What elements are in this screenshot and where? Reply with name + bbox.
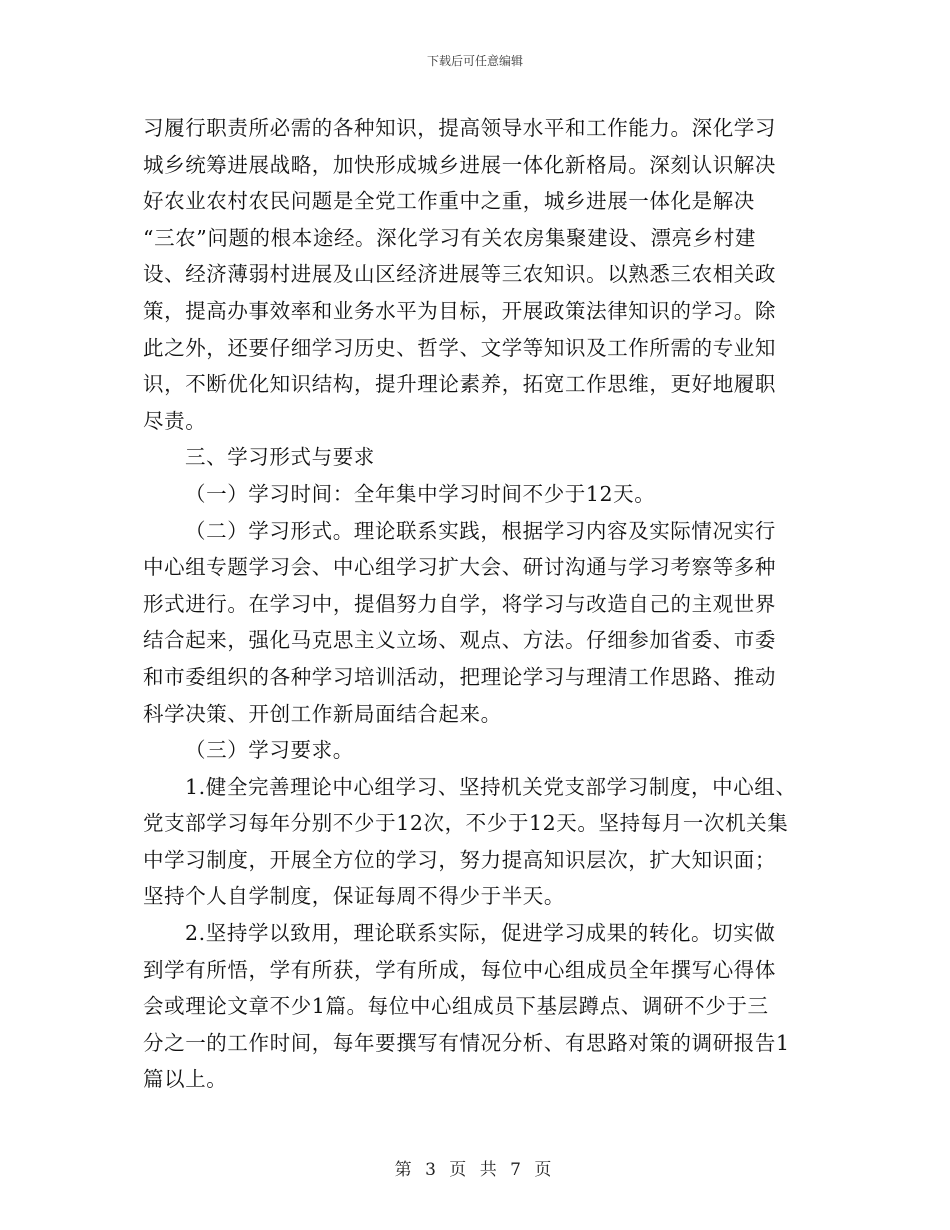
text-line: （三）学习要求。: [185, 738, 354, 763]
text-line: 好农业农村农民问题是全党工作重中之重，城乡进展一体化是解决: [143, 189, 755, 214]
text-line: 和市委组织的各种学习培训活动，把理论学习与理清工作思路、推动: [143, 664, 776, 689]
text-line: （一）学习时间：全年集中学习时间不少于12天。: [185, 481, 656, 506]
text-line: 此之外，还要仔细学习历史、哲学、文学等知识及工作所需的专业知: [143, 335, 776, 360]
document-body: [143, 110, 803, 1098]
text-line: 坚持个人自学制度，保证每周不得少于半天。: [143, 884, 565, 909]
text-line: 科学决策、开创工作新局面结合起来。: [143, 701, 502, 726]
text-line: 城乡统筹进展战略，加快形成城乡进展一体化新格局。深刻认识解决: [143, 152, 776, 177]
text-line: 会或理论文章不少1篇。每位中心组成员下基层蹲点、调研不少于三: [143, 994, 769, 1019]
text-line: 形式进行。在学习中，提倡努力自学，将学习与改造自己的主观世界: [143, 591, 776, 616]
page-header: 下载后可任意编辑: [426, 54, 523, 68]
text-line: （二）学习形式。理论联系实践，根据学习内容及实际情况实行: [185, 518, 776, 543]
text-line: 习履行职责所必需的各种知识，提高领导水平和工作能力。深化学习: [143, 116, 776, 140]
text-line: 三、学习形式与要求: [185, 445, 375, 470]
text-line: 设、经济薄弱村进展及山区经济进展等三农知识。以熟悉三农相关政: [143, 262, 776, 287]
text-line: 识，不断优化知识结构，提升理论素养，拓宽工作思维，更好地履职: [143, 372, 776, 397]
text-line: 策，提高办事效率和业务水平为目标，开展政策法律知识的学习。除: [143, 298, 776, 323]
text-line: 篇以上。: [143, 1067, 228, 1092]
text-line: 尽责。: [143, 408, 207, 433]
text-line: 中心组专题学习会、中心组学习扩大会、研讨沟通与学习考察等多种: [143, 555, 776, 580]
page-footer: 第 3 页 共 7 页: [394, 1160, 556, 1180]
text-line: 2.坚持学以致用，理论联系实际，促进学习成果的转化。切实做: [185, 921, 776, 946]
text-line: 结合起来，强化马克思主义立场、观点、方法。仔细参加省委、市委: [143, 628, 776, 653]
text-line: 中学习制度，开展全方位的学习，努力提高知识层次，扩大知识面；: [143, 847, 776, 872]
text-line: 到学有所悟，学有所获，学有所成，每位中心组成员全年撰写心得体: [143, 957, 776, 982]
text-line: 分之一的工作时间，每年要撰写有情况分析、有思路对策的调研报告1: [143, 1030, 790, 1055]
text-line: 1.健全完善理论中心组学习、坚持机关党支部学习制度，中心组、: [185, 774, 797, 799]
text-line: “三农”问题的根本途经。深化学习有关农房集聚建设、漂亮乡村建: [143, 225, 756, 250]
text-line: 党支部学习每年分别不少于12次，不少于12天。坚持每月一次机关集: [143, 811, 789, 836]
